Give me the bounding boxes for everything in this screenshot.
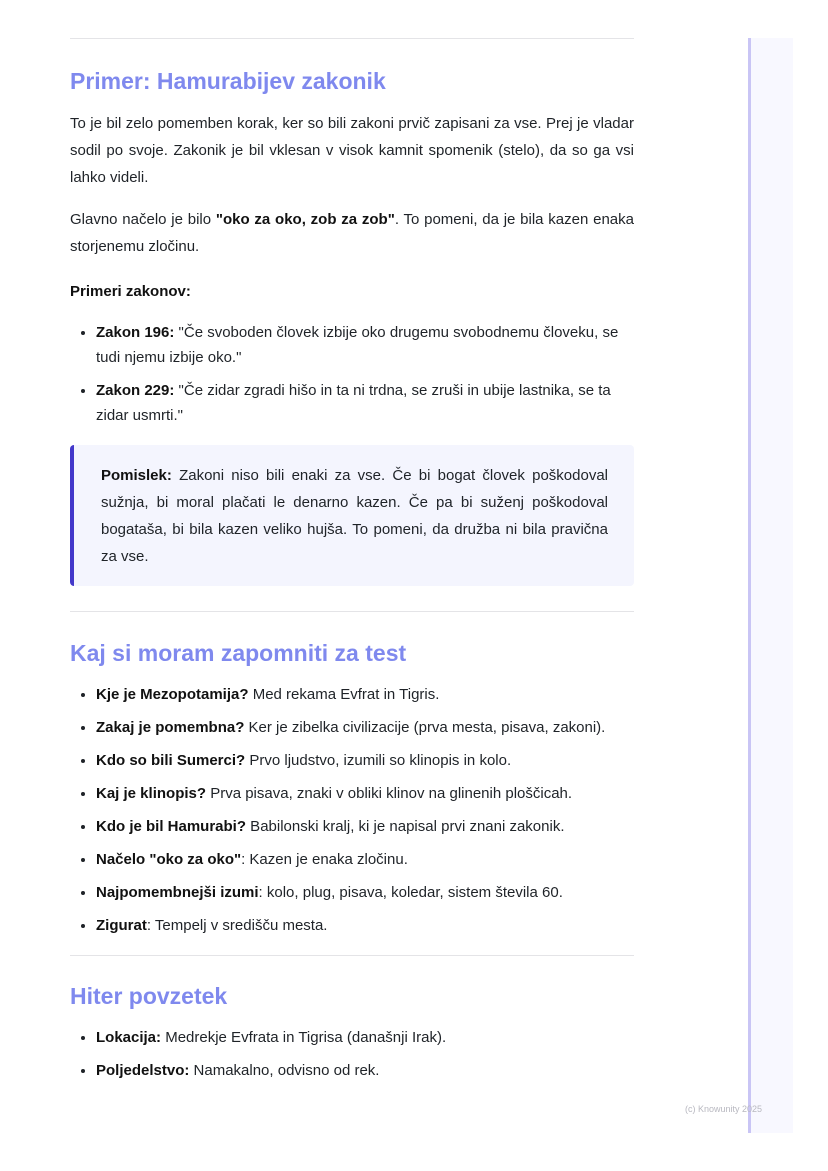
- list-item: • Zakon 196: "Če svoboden človek izbije oko drugemu svobodnemu človeku, se tudi njemu izbije oko.": [96, 320, 634, 370]
- divider: [70, 955, 634, 956]
- list-item: • Zakon 229: "Če zidar zgradi hišo in ta ni trdna, se zruši in ubije lastnika, se ta zidar usmrti.": [96, 378, 634, 428]
- divider: [70, 38, 634, 39]
- examples-label: Primeri zakonov:: [70, 283, 191, 300]
- list-item: • Poljedelstvo: Namakalno, odvisno od rek.: [96, 1058, 634, 1083]
- copyright: (c) Knowunity 2025: [685, 1104, 763, 1114]
- list-item: • Načelo "oko za oko": Kazen je enaka zločinu.: [96, 847, 634, 872]
- paragraph: Glavno načelo je bilo "oko za oko, zob za zob". To pomeni, da je bila kazen enaka storjenemu zločinu.: [70, 211, 634, 255]
- divider: [70, 611, 634, 612]
- paragraph: To je bil zelo pomemben korak, ker so bili zakoni prvič zapisani za vse. Prej je vladar sodil po svoje. Zakonik je bil vklesan v visok kamnit spomenik (stelo), da so ga vsi lahko videli.: [70, 115, 634, 186]
- list-item: • Zigurat: Tempelj v središču mesta.: [96, 913, 634, 938]
- callout-box: Pomislek: Zakoni niso bili enaki za vse. Če bi bogat človek poškodoval sužnja, bi moral plačati le denarno kazen. Če pa bi suženj poškodoval bogataša, bi bila kazen veliko hujša. To pomeni, da družba ni bila pravična za vse.: [70, 445, 634, 586]
- list-item: • Lokacija: Medrekje Evfrata in Tigrisa (današnji Irak).: [96, 1025, 634, 1050]
- section-heading: Hiter povzetek: [70, 983, 228, 1009]
- list-item: • Najpomembnejši izumi: kolo, plug, pisava, koledar, sistem števila 60.: [96, 880, 634, 905]
- list-item: • Zakaj je pomembna? Ker je zibelka civilizacije (prva mesta, pisava, zakoni).: [96, 715, 634, 740]
- section-heading: Primer: Hamurabijev zakonik: [70, 68, 386, 94]
- summary-list: [70, 1025, 634, 1083]
- list-item: • Kdo je bil Hamurabi? Babilonski kralj, ki je napisal prvi znani zakonik.: [96, 814, 634, 839]
- side-panel: [748, 38, 793, 1133]
- list-item: • Kaj je klinopis? Prva pisava, znaki v obliki klinov na glinenih ploščicah.: [96, 781, 634, 806]
- list-item: • Kje je Mezopotamija? Med rekama Evfrat in Tigris.: [96, 682, 634, 707]
- section-heading: Kaj si moram zapomniti za test: [70, 640, 407, 666]
- test-list: [70, 682, 634, 938]
- examples-list: [70, 320, 634, 428]
- document-content: [70, 38, 634, 1091]
- list-item: • Kdo so bili Sumerci? Prvo ljudstvo, izumili so klinopis in kolo.: [96, 748, 634, 773]
